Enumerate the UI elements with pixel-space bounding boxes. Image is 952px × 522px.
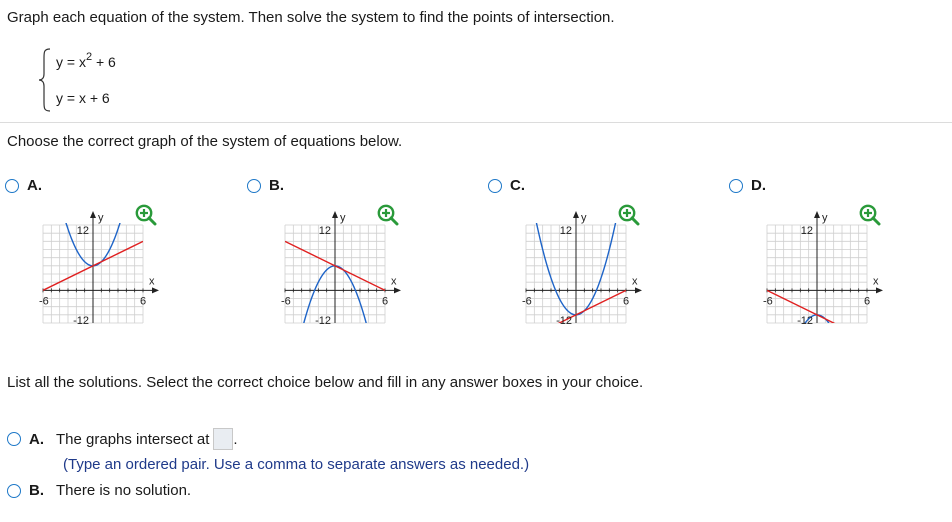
answer-input-box[interactable] <box>213 428 233 450</box>
answer-a-text: The graphs intersect at <box>56 430 210 448</box>
graph-option-b[interactable]: B. <box>247 177 284 194</box>
equation-system <box>38 46 158 112</box>
answer-a-period: . <box>233 430 238 448</box>
divider <box>0 122 952 123</box>
x-axis-label: x <box>632 275 638 288</box>
x-axis-label: x <box>149 275 155 288</box>
equation-1: $y = x^2 + 6$ <box>56 51 116 70</box>
graph-c <box>518 205 653 335</box>
x-min-label: -6 <box>281 295 291 308</box>
graph-prompt: Choose the correct graph of the system of equations below. <box>7 133 403 150</box>
y-axis-label: y <box>98 212 104 224</box>
answer-option-a[interactable]: A. The graphs intersect at . <box>7 428 238 450</box>
y-max-label: 12 <box>800 225 813 237</box>
y-min-label: -12 <box>315 315 331 327</box>
radio-graph-c[interactable] <box>488 179 502 193</box>
x-axis-label: x <box>391 275 397 288</box>
y-max-label: 12 <box>76 225 89 237</box>
graph-b <box>277 205 412 335</box>
x-min-label: -6 <box>522 295 532 308</box>
radio-answer-b[interactable] <box>7 484 21 498</box>
radio-answer-a[interactable] <box>7 432 21 446</box>
graph-a <box>35 205 170 335</box>
graph-option-d[interactable]: D. <box>729 177 766 194</box>
brace-icon <box>38 48 52 112</box>
y-max-label: 12 <box>559 225 572 237</box>
instructions: Graph each equation of the system. Then solve the system to find the points of intersection. <box>7 9 615 26</box>
x-max-label: 6 <box>864 295 871 308</box>
x-max-label: 6 <box>382 295 389 308</box>
answer-b-text: There is no solution. <box>56 482 192 499</box>
graph-d <box>759 205 894 335</box>
graph-option-a[interactable]: A. <box>5 177 42 194</box>
y-min-label: -12 <box>797 315 813 327</box>
solutions-prompt: List all the solutions. Select the correct choice below and fill in any answer boxes in your choice. <box>7 374 644 391</box>
radio-graph-a[interactable] <box>5 179 19 193</box>
x-min-label: -6 <box>763 295 773 308</box>
y-max-label: 12 <box>318 225 331 237</box>
x-axis-label: x <box>873 275 879 288</box>
y-axis-label: y <box>822 212 828 224</box>
answer-option-b[interactable]: B. There is no solution. <box>7 482 191 499</box>
radio-graph-b[interactable] <box>247 179 261 193</box>
equation-2: y = x + 6 <box>56 90 110 106</box>
radio-graph-d[interactable] <box>729 179 743 193</box>
x-max-label: 6 <box>623 295 630 308</box>
y-axis-label: y <box>581 212 587 224</box>
answer-hint: (Type an ordered pair. Use a comma to separate answers as needed.) <box>63 456 530 473</box>
x-min-label: -6 <box>39 295 49 308</box>
y-min-label: -12 <box>556 315 572 327</box>
y-axis-label: y <box>340 212 346 224</box>
graph-option-c[interactable]: C. <box>488 177 525 194</box>
y-min-label: -12 <box>73 315 89 327</box>
x-max-label: 6 <box>140 295 147 308</box>
